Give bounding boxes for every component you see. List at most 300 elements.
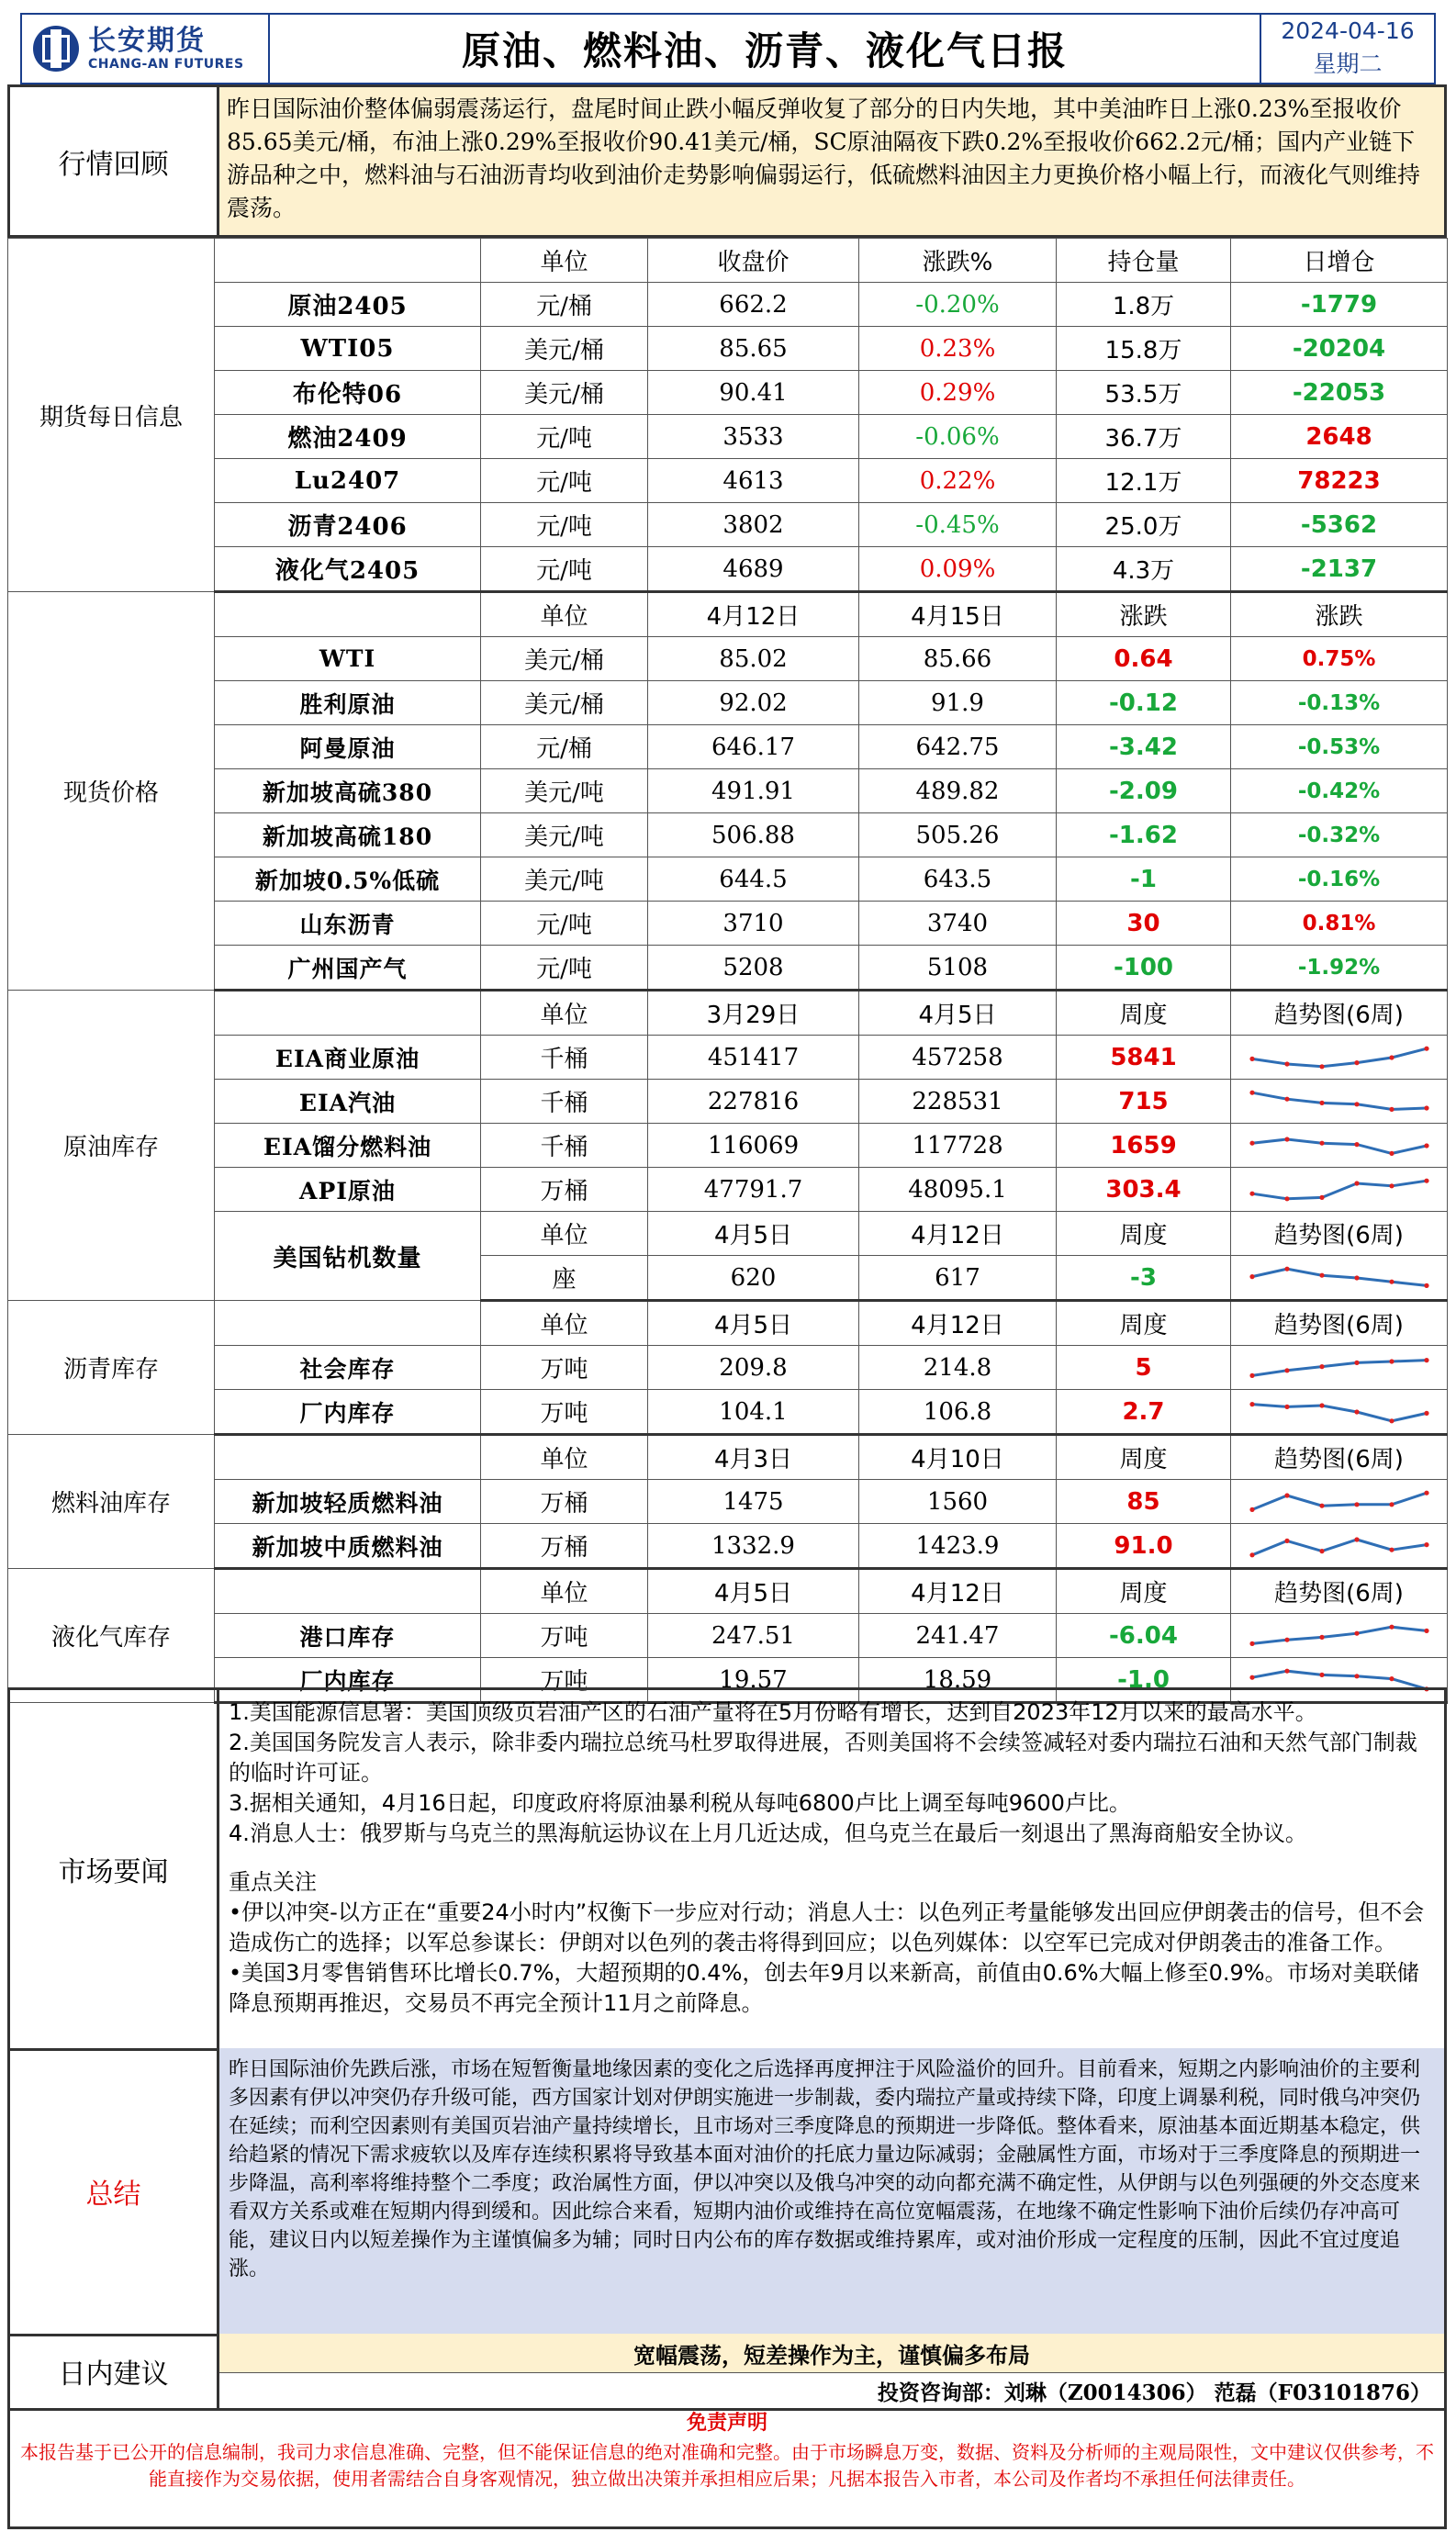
trend-cell	[1231, 1256, 1448, 1301]
change-pct: -0.45%	[859, 503, 1057, 547]
inventory-prev: 19.57	[648, 1658, 859, 1703]
unit-cell: 万桶	[481, 1480, 648, 1524]
price-change: -2.09	[1057, 769, 1231, 813]
unit-cell: 美元/桶	[481, 681, 648, 725]
table-row	[8, 813, 1448, 857]
contract-name: 沥青2406	[215, 503, 481, 547]
trend-point	[1389, 1055, 1394, 1059]
unit-cell: 万桶	[481, 1168, 648, 1212]
spot-name: 广州国产气	[215, 946, 481, 991]
change-pct: 0.22%	[859, 459, 1057, 503]
column-header: 涨跌	[1231, 592, 1448, 637]
trend-cell	[1231, 1036, 1448, 1080]
column-header: 4月3日	[648, 1435, 859, 1480]
price-prev: 646.17	[648, 725, 859, 769]
price-curr: 643.5	[859, 857, 1057, 902]
close-price: 3802	[648, 503, 859, 547]
weekly-change: 5841	[1057, 1036, 1231, 1080]
price-change: -1	[1057, 857, 1231, 902]
price-curr: 489.82	[859, 769, 1057, 813]
news-item: 3.据相关通知，4月16日起，印度政府将原油暴利税从每吨6800卢比上调至每吨9600卢比。	[229, 1790, 1131, 1816]
news-item: 2.美国国务院发言人表示，除非委内瑞拉总统马杜罗取得进展，否则美国将不会续签减轻对委内瑞拉石油和天然气部门制裁的临时许可证。	[229, 1730, 1417, 1786]
unit-cell: 元/吨	[481, 415, 648, 459]
trend-point	[1389, 1676, 1394, 1681]
column-header: 4月15日	[859, 592, 1057, 637]
inventory-curr: 241.47	[859, 1614, 1057, 1658]
focus-item: •美国3月零售销售环比增长0.7%，大超预期的0.4%，创去年9月以来新高，前值由0.6%大幅上修至0.9%。市场对美联储降息预期再推迟，交易员不再完全预计11月之前降息。	[229, 1960, 1419, 2016]
column-header: 单位	[481, 592, 648, 637]
unit-cell: 元/吨	[481, 547, 648, 592]
weekly-change: 715	[1057, 1080, 1231, 1124]
trend-point	[1354, 1537, 1359, 1541]
inventory-curr: 214.8	[859, 1346, 1057, 1390]
open-interest: 25.0万	[1057, 503, 1231, 547]
trend-point	[1424, 1410, 1428, 1415]
price-prev: 3710	[648, 902, 859, 946]
open-interest: 36.7万	[1057, 415, 1231, 459]
close-price: 662.2	[648, 283, 859, 327]
trend-point	[1354, 1275, 1359, 1280]
open-interest: 1.8万	[1057, 283, 1231, 327]
trend-point	[1424, 1490, 1428, 1495]
unit-cell: 千桶	[481, 1124, 648, 1168]
inventory-name: 港口库存	[215, 1614, 481, 1658]
price-change-pct: -1.92%	[1231, 946, 1448, 991]
trend-sparkline	[1248, 1040, 1431, 1075]
column-header: 单位	[481, 239, 648, 283]
unit-cell: 元/吨	[481, 902, 648, 946]
price-curr: 5108	[859, 946, 1057, 991]
column-header: 周度	[1057, 1569, 1231, 1614]
trend-point	[1319, 1503, 1324, 1507]
daily-oi-change: -20204	[1231, 327, 1448, 371]
trend-point	[1354, 1142, 1359, 1147]
trend-point	[1389, 1547, 1394, 1552]
trend-line	[1252, 1092, 1427, 1109]
table-row	[8, 1480, 1448, 1524]
advice-consult: 投资咨询部：刘琳（Z0014306） 范磊（F03101876）	[877, 2380, 1431, 2405]
market-news-block	[7, 1687, 1447, 2051]
trend-line	[1252, 1404, 1427, 1420]
price-curr: 85.66	[859, 637, 1057, 681]
price-prev: 644.5	[648, 857, 859, 902]
trend-cell	[1231, 1524, 1448, 1569]
trend-point	[1424, 1628, 1428, 1632]
table-row	[8, 946, 1448, 991]
inventory-name: 社会库存	[215, 1346, 481, 1390]
trend-point	[1424, 1542, 1428, 1547]
header-blank	[215, 239, 481, 283]
inventory-prev: 1475	[648, 1480, 859, 1524]
trend-point	[1284, 1096, 1289, 1101]
inventory-prev: 620	[648, 1256, 859, 1301]
summary-text: 昨日国际油价先跌后涨，市场在短暂衡量地缘因素的变化之后选择再度押注于风险溢价的回升。目前看来，短期之内影响油价的主要利多因素有伊以冲突仍存升级可能，西方国家计划对伊朗实施进一步制裁，委内瑞拉产量或持续下降，印度上调暴利税，同时俄乌冲突仍在延续；而利空因素则有美国页岩油产量持续增长，且市场对三季度降息的预期进一步降低。整体看来，原油基本面近期基本稳定，供给趋紧的情况下需求疲软以及库存连续积累将导致基本面对油价的托底力量边际减弱；金融属性方面，市场对于三季度降息的预期进一步降温，高利率将维持整个二季度；政治属性方面，伊以冲突以及俄乌冲突的动向都充满不确定性，从伊朗与以色列强硬的外交态度来看双方关系或难在短期内得到缓和。因此综合来看，短期内油价或维持在高位宽幅震荡，在地缘不确定性影响下油价后续仍存冲高可能，建议日内以短差操作为主谨慎偏多为辅；同时日内公布的库存数据或维持累库，或对油价形成一定程度的压制，因此不宜过度追涨。	[219, 2048, 1444, 2334]
trend-point	[1284, 1538, 1289, 1542]
unit-cell: 美元/吨	[481, 857, 648, 902]
trend-line	[1252, 1671, 1427, 1689]
inventory-curr: 228531	[859, 1080, 1057, 1124]
price-change-pct: 0.81%	[1231, 902, 1448, 946]
table-row	[8, 1524, 1448, 1569]
column-header: 4月10日	[859, 1435, 1057, 1480]
trend-point	[1249, 1372, 1254, 1377]
price-change-pct: 0.75%	[1231, 637, 1448, 681]
weekly-change: 303.4	[1057, 1168, 1231, 1212]
trend-point	[1319, 1272, 1324, 1277]
report-date: 2024-04-16	[1281, 17, 1415, 44]
trend-point	[1284, 1061, 1289, 1066]
trend-point	[1249, 1090, 1254, 1094]
price-change: -0.12	[1057, 681, 1231, 725]
table-row	[8, 1390, 1448, 1435]
trend-sparkline	[1248, 1395, 1431, 1429]
company-logo	[22, 15, 270, 83]
trend-sparkline	[1248, 1128, 1431, 1163]
trend-point	[1319, 1194, 1324, 1199]
trend-point	[1319, 1672, 1324, 1676]
inventory-name: API原油	[215, 1168, 481, 1212]
unit-cell: 万吨	[481, 1346, 648, 1390]
weekly-change: 2.7	[1057, 1390, 1231, 1435]
column-header: 单位	[481, 991, 648, 1036]
disclaimer-text: 本报告基于已公开的信息编制，我司力求信息准确、完整，但不能保证信息的绝对准确和完整。由于市场瞬息万变，数据、资料及分析师的主观局限性，文中建议仅供参考，不能直接作为交易依据，使用者需结合自身客观情况，独立做出决策并承担相应后果；凡据本报告入市者，本公司及作者均不承担任何法律责任。	[20, 2441, 1434, 2490]
trend-point	[1389, 1279, 1394, 1283]
column-header: 4月5日	[648, 1569, 859, 1614]
price-change: 30	[1057, 902, 1231, 946]
column-header: 4月5日	[648, 1301, 859, 1346]
open-interest: 15.8万	[1057, 327, 1231, 371]
column-header: 单位	[481, 1301, 648, 1346]
trend-point	[1249, 1140, 1254, 1145]
weekly-change: 5	[1057, 1346, 1231, 1390]
weekly-change: -6.04	[1057, 1614, 1231, 1658]
price-change: 0.64	[1057, 637, 1231, 681]
inventory-curr: 1560	[859, 1480, 1057, 1524]
trend-point	[1319, 1549, 1324, 1553]
trend-point	[1354, 1060, 1359, 1065]
table-row	[8, 1124, 1448, 1168]
trend-point	[1389, 1359, 1394, 1363]
inventory-prev: 227816	[648, 1080, 859, 1124]
trend-cell	[1231, 1614, 1448, 1658]
trend-sparkline	[1248, 1619, 1431, 1653]
column-header: 周度	[1057, 1435, 1231, 1480]
trend-point	[1354, 1360, 1359, 1364]
change-pct: -0.20%	[859, 283, 1057, 327]
spot-name: 新加坡高硫180	[215, 813, 481, 857]
table-row	[8, 371, 1448, 415]
advice-block	[7, 2334, 1447, 2411]
trend-point	[1284, 1137, 1289, 1141]
close-price: 4689	[648, 547, 859, 592]
trend-point	[1249, 1641, 1254, 1645]
unit-cell: 万桶	[481, 1524, 648, 1569]
table-row	[8, 725, 1448, 769]
weekly-change: -3	[1057, 1256, 1231, 1301]
price-change: -1.62	[1057, 813, 1231, 857]
trend-point	[1249, 1191, 1254, 1195]
table-row	[8, 681, 1448, 725]
trend-point	[1389, 1418, 1394, 1423]
column-header: 日增仓	[1231, 239, 1448, 283]
column-header: 涨跌%	[859, 239, 1057, 283]
contract-name: 布伦特06	[215, 371, 481, 415]
trend-point	[1284, 1404, 1289, 1408]
section-label-asphalt_inv: 沥青库存	[8, 1301, 215, 1435]
inventory-curr: 617	[859, 1256, 1057, 1301]
rig-count-name: 美国钻机数量	[215, 1212, 481, 1301]
trend-point	[1284, 1266, 1289, 1271]
weekly-change: -1.0	[1057, 1658, 1231, 1703]
inventory-prev: 116069	[648, 1124, 859, 1168]
disclaimer-title: 免责声明	[686, 2412, 767, 2435]
unit-cell: 千桶	[481, 1036, 648, 1080]
header-blank	[215, 991, 481, 1036]
unit-cell: 千桶	[481, 1080, 648, 1124]
inventory-prev: 104.1	[648, 1390, 859, 1435]
open-interest: 53.5万	[1057, 371, 1231, 415]
unit-cell: 美元/桶	[481, 371, 648, 415]
column-header: 周度	[1057, 1301, 1231, 1346]
trend-sparkline	[1248, 1260, 1431, 1295]
trend-cell	[1231, 1480, 1448, 1524]
unit-cell: 元/吨	[481, 503, 648, 547]
trend-line	[1252, 1048, 1427, 1067]
unit-cell: 美元/桶	[481, 637, 648, 681]
unit-cell: 万吨	[481, 1658, 648, 1703]
table-row	[8, 1080, 1448, 1124]
trend-point	[1354, 1102, 1359, 1106]
unit-cell: 万吨	[481, 1614, 648, 1658]
trend-point	[1319, 1100, 1324, 1104]
inventory-prev: 247.51	[648, 1614, 859, 1658]
spot-name: 新加坡高硫380	[215, 769, 481, 813]
section-label-spot: 现货价格	[8, 592, 215, 991]
price-change-pct: -0.13%	[1231, 681, 1448, 725]
report-weekday: 星期二	[1313, 50, 1383, 77]
price-change-pct: -0.32%	[1231, 813, 1448, 857]
unit-cell: 元/桶	[481, 283, 648, 327]
open-interest: 4.3万	[1057, 547, 1231, 592]
trend-sparkline	[1248, 1484, 1431, 1519]
trend-point	[1424, 1143, 1428, 1148]
daily-oi-change: 78223	[1231, 459, 1448, 503]
table-row	[8, 857, 1448, 902]
header-blank	[215, 1435, 481, 1480]
trend-point	[1249, 1402, 1254, 1406]
logo-emblem-icon	[33, 26, 79, 72]
weekly-change: 1659	[1057, 1124, 1231, 1168]
trend-point	[1424, 1105, 1428, 1110]
price-curr: 642.75	[859, 725, 1057, 769]
section-label-lpg_inv: 液化气库存	[8, 1569, 215, 1703]
table-row	[8, 547, 1448, 592]
section-label-crude_inv: 原油库存	[8, 991, 215, 1301]
unit-cell: 元/吨	[481, 459, 648, 503]
unit-cell: 美元/吨	[481, 813, 648, 857]
disclaimer-block	[7, 2408, 1447, 2529]
trend-sparkline	[1248, 1084, 1431, 1119]
news-item: 4.消息人士：俄罗斯与乌克兰的黑海航运协议在上月几近达成，但乌克兰在最后一刻退出了黑海商船安全协议。	[229, 1820, 1307, 1846]
contract-name: 原油2405	[215, 283, 481, 327]
table-row	[8, 902, 1448, 946]
report-date-box	[1260, 15, 1434, 83]
column-header: 4月12日	[648, 592, 859, 637]
price-change-pct: -0.53%	[1231, 725, 1448, 769]
table-row	[8, 1614, 1448, 1658]
inventory-prev: 209.8	[648, 1346, 859, 1390]
close-price: 90.41	[648, 371, 859, 415]
contract-name: 液化气2405	[215, 547, 481, 592]
column-header: 4月12日	[859, 1569, 1057, 1614]
trend-point	[1389, 1150, 1394, 1155]
section-label-futures: 期货每日信息	[8, 239, 215, 592]
unit-cell: 元/桶	[481, 725, 648, 769]
table-row	[8, 503, 1448, 547]
table-row	[8, 637, 1448, 681]
unit-cell: 美元/桶	[481, 327, 648, 371]
trend-point	[1389, 1106, 1394, 1111]
trend-point	[1354, 1630, 1359, 1635]
price-prev: 5208	[648, 946, 859, 991]
trend-point	[1249, 1274, 1254, 1279]
report-header	[20, 13, 1436, 84]
column-header: 趋势图(6周)	[1231, 1435, 1448, 1480]
price-prev: 92.02	[648, 681, 859, 725]
trend-cell	[1231, 1124, 1448, 1168]
trend-point	[1319, 1064, 1324, 1069]
trend-point	[1284, 1637, 1289, 1641]
weekly-change: 85	[1057, 1480, 1231, 1524]
trend-point	[1389, 1502, 1394, 1507]
table-row	[8, 459, 1448, 503]
spot-name: WTI	[215, 637, 481, 681]
trend-point	[1354, 1502, 1359, 1507]
trend-point	[1424, 1046, 1428, 1050]
price-change: -100	[1057, 946, 1231, 991]
column-header: 涨跌	[1057, 592, 1231, 637]
trend-point	[1424, 1283, 1428, 1287]
table-row	[8, 1435, 1448, 1480]
market-review-label: 行情回顾	[10, 87, 219, 235]
focus-item: •伊以冲突-以方正在“重要24小时内”权衡下一步应对行动；消息人士：以色列正考量能够发出回应伊朗袭击的信号，但不会造成伤亡的选择；以军总参谋长：伊朗对以色列的袭击将得到回应；以色列媒体：以空军已完成对伊朗袭击的准备工作。	[229, 1899, 1425, 1955]
column-header: 3月29日	[648, 991, 859, 1036]
trend-point	[1284, 1493, 1289, 1497]
header-blank	[215, 592, 481, 637]
unit-cell: 万吨	[481, 1390, 648, 1435]
daily-oi-change: -1779	[1231, 283, 1448, 327]
trend-point	[1354, 1409, 1359, 1414]
trend-point	[1354, 1674, 1359, 1678]
column-header: 单位	[481, 1212, 648, 1256]
column-header: 4月5日	[859, 991, 1057, 1036]
trend-line	[1252, 1493, 1427, 1509]
unit-cell: 元/吨	[481, 946, 648, 991]
table-row	[8, 1346, 1448, 1390]
trend-line	[1252, 1181, 1427, 1199]
spot-name: 胜利原油	[215, 681, 481, 725]
price-change: -3.42	[1057, 725, 1231, 769]
inventory-prev: 451417	[648, 1036, 859, 1080]
column-header: 收盘价	[648, 239, 859, 283]
column-header: 周度	[1057, 1212, 1231, 1256]
trend-point	[1354, 1181, 1359, 1185]
market-review-block	[7, 84, 1447, 238]
spot-name: 新加坡0.5%低硫	[215, 857, 481, 902]
summary-block	[7, 2048, 1447, 2336]
daily-oi-change: -5362	[1231, 503, 1448, 547]
trend-cell	[1231, 1346, 1448, 1390]
inventory-name: EIA商业原油	[215, 1036, 481, 1080]
change-pct: 0.29%	[859, 371, 1057, 415]
section-label-fuel_inv: 燃料油库存	[8, 1435, 215, 1569]
column-header: 4月12日	[859, 1212, 1057, 1256]
price-curr: 3740	[859, 902, 1057, 946]
contract-name: Lu2407	[215, 459, 481, 503]
price-curr: 91.9	[859, 681, 1057, 725]
contract-name: 燃油2409	[215, 415, 481, 459]
advice-text: 宽幅震荡，短差操作为主，谨慎偏多布局	[219, 2334, 1444, 2373]
daily-oi-change: -2137	[1231, 547, 1448, 592]
table-row	[8, 991, 1448, 1036]
column-header: 持仓量	[1057, 239, 1231, 283]
market-news-label: 市场要闻	[10, 1690, 219, 2048]
inventory-name: 新加坡轻质燃料油	[215, 1480, 481, 1524]
trend-line	[1252, 1269, 1427, 1285]
inventory-name: 厂内库存	[215, 1390, 481, 1435]
inventory-prev: 1332.9	[648, 1524, 859, 1569]
trend-point	[1249, 1552, 1254, 1557]
trend-point	[1319, 1140, 1324, 1145]
close-price: 85.65	[648, 327, 859, 371]
change-pct: 0.23%	[859, 327, 1057, 371]
trend-sparkline	[1248, 1529, 1431, 1563]
trend-sparkline	[1248, 1350, 1431, 1385]
inventory-prev: 47791.7	[648, 1168, 859, 1212]
column-header: 趋势图(6周)	[1231, 991, 1448, 1036]
trend-line	[1252, 1360, 1427, 1375]
column-header: 趋势图(6周)	[1231, 1569, 1448, 1614]
close-price: 3533	[648, 415, 859, 459]
table-row	[8, 1036, 1448, 1080]
column-header: 单位	[481, 1435, 648, 1480]
trend-point	[1284, 1196, 1289, 1201]
inventory-name: EIA馏分燃料油	[215, 1124, 481, 1168]
unit-cell: 美元/吨	[481, 769, 648, 813]
trend-point	[1319, 1364, 1324, 1369]
table-row	[8, 592, 1448, 637]
change-pct: -0.06%	[859, 415, 1057, 459]
spot-name: 阿曼原油	[215, 725, 481, 769]
trend-point	[1284, 1668, 1289, 1673]
inventory-curr: 457258	[859, 1036, 1057, 1080]
inventory-curr: 1423.9	[859, 1524, 1057, 1569]
table-row	[8, 283, 1448, 327]
price-change-pct: -0.16%	[1231, 857, 1448, 902]
close-price: 4613	[648, 459, 859, 503]
inventory-name: EIA汽油	[215, 1080, 481, 1124]
report-title: 原油、燃料油、沥青、液化气日报	[461, 28, 1068, 73]
header-blank	[215, 1301, 481, 1346]
trend-sparkline	[1248, 1172, 1431, 1207]
trend-point	[1389, 1183, 1394, 1188]
data-table	[7, 238, 1448, 1704]
price-prev: 506.88	[648, 813, 859, 857]
spot-name: 山东沥青	[215, 902, 481, 946]
price-prev: 85.02	[648, 637, 859, 681]
inventory-curr: 18.59	[859, 1658, 1057, 1703]
trend-cell	[1231, 1390, 1448, 1435]
